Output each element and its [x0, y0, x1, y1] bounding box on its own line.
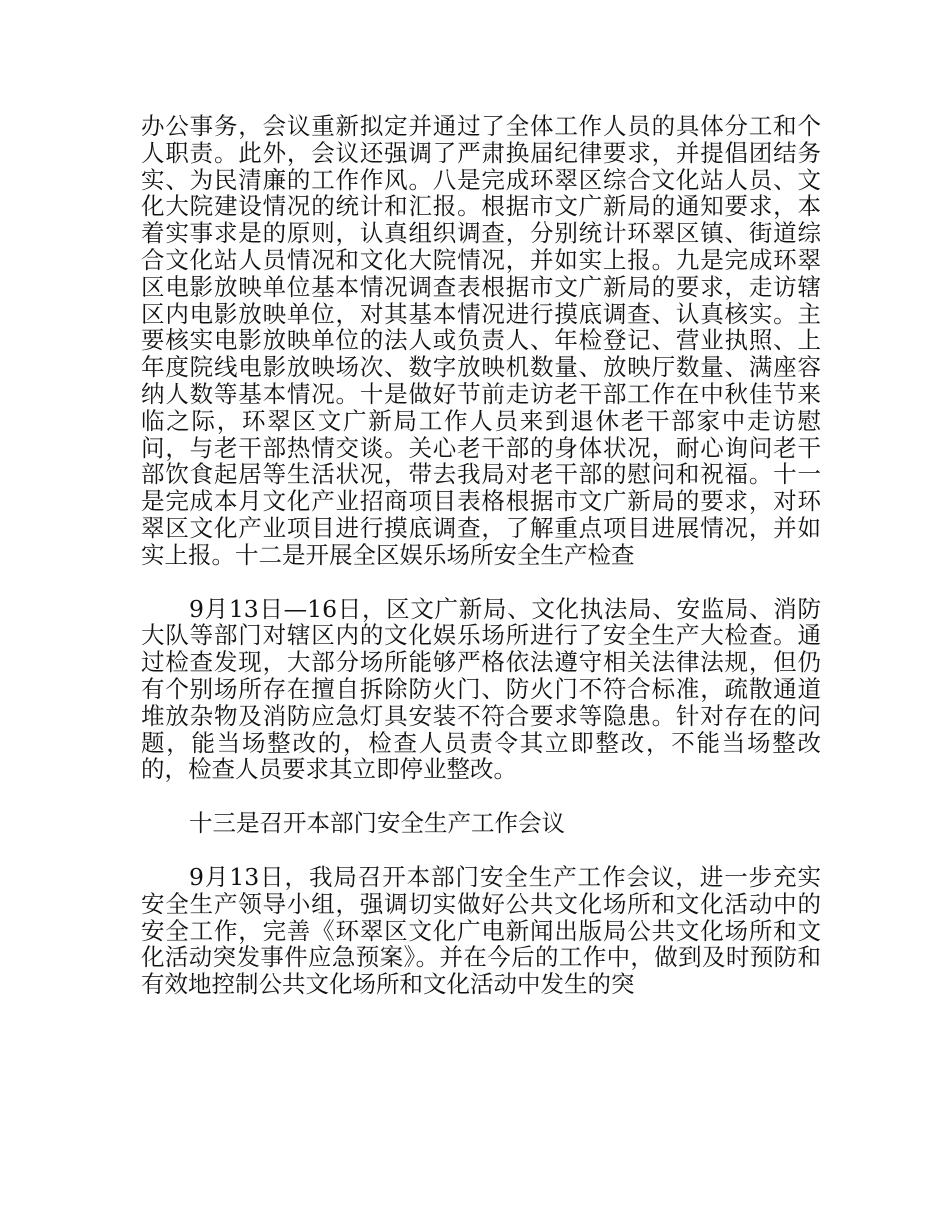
section-heading-safety-meeting: 十三是召开本部门安全生产工作会议: [189, 809, 565, 838]
paragraph-spacer: [141, 569, 821, 596]
paragraph-safety-meeting: 9月13日，我局召开本部门安全生产工作会议，进一步充实安全生产领导小组，强调切实做好公共文化场所和文化活动中的安全工作，完善《环翠区文化广电新闻出版局公共文化场所和文化活动突发事件应急预案》。并在今后的工作中，做到及时预防和有效地控制公共文化场所和文化活动中发生的突: [141, 862, 821, 999]
paragraph-spacer: [141, 837, 821, 864]
paragraph-spacer: [141, 783, 821, 810]
document-page: [141, 113, 821, 998]
paragraph-safety-inspection: 9月13日—16日，区文广新局、文化执法局、安监局、消防大队等部门对辖区内的文化娱乐场所进行了安全生产大检查。通过检查发现，大部分场所能够严格依法遵守相关法律法规，但仍有个别场所存在擅自拆除防火门、防火门不符合标准，疏散通道堆放杂物及消防应急灯具安装不符合要求等隐患。针对存在的问题，能当场整改的，检查人员责令其立即整改，不能当场整改的，检查人员要求其立即停业整改。: [141, 594, 821, 784]
paragraph-office-affairs: 办公事务，会议重新拟定并通过了全体工作人员的具体分工和个人职责。此外，会议还强调了严肃换届纪律要求，并提倡团结务实、为民清廉的工作作风。八是完成环翠区综合文化站人员、文化大院建设情况的统计和汇报。根据市文广新局的通知要求，本着实事求是的原则，认真组织调查，分别统计环翠区镇、街道综合文化站人员情况和文化大院情况，并如实上报。九是完成环翠区电影放映单位基本情况调查表根据市文广新局的要求，走访辖区内电影放映单位，对其基本情况进行摸底调查、认真核实。主要核实电影放映单位的法人或负责人、年检登记、营业执照、上年度院线电影放映场次、数字放映机数量、放映厅数量、满座容纳人数等基本情况。十是做好节前走访老干部工作在中秋佳节来临之际，环翠区文广新局工作人员来到退休老干部家中走访慰问，与老干部热情交谈。关心老干部的身体状况，耐心询问老干部饮食起居等生活状况，带去我局对老干部的慰问和祝福。十一是完成本月文化产业招商项目表格根据市文广新局的要求，对环翠区文化产业项目进行摸底调查，了解重点项目进展情况，并如实上报。十二是开展全区娱乐场所安全生产检查: [141, 112, 821, 569]
